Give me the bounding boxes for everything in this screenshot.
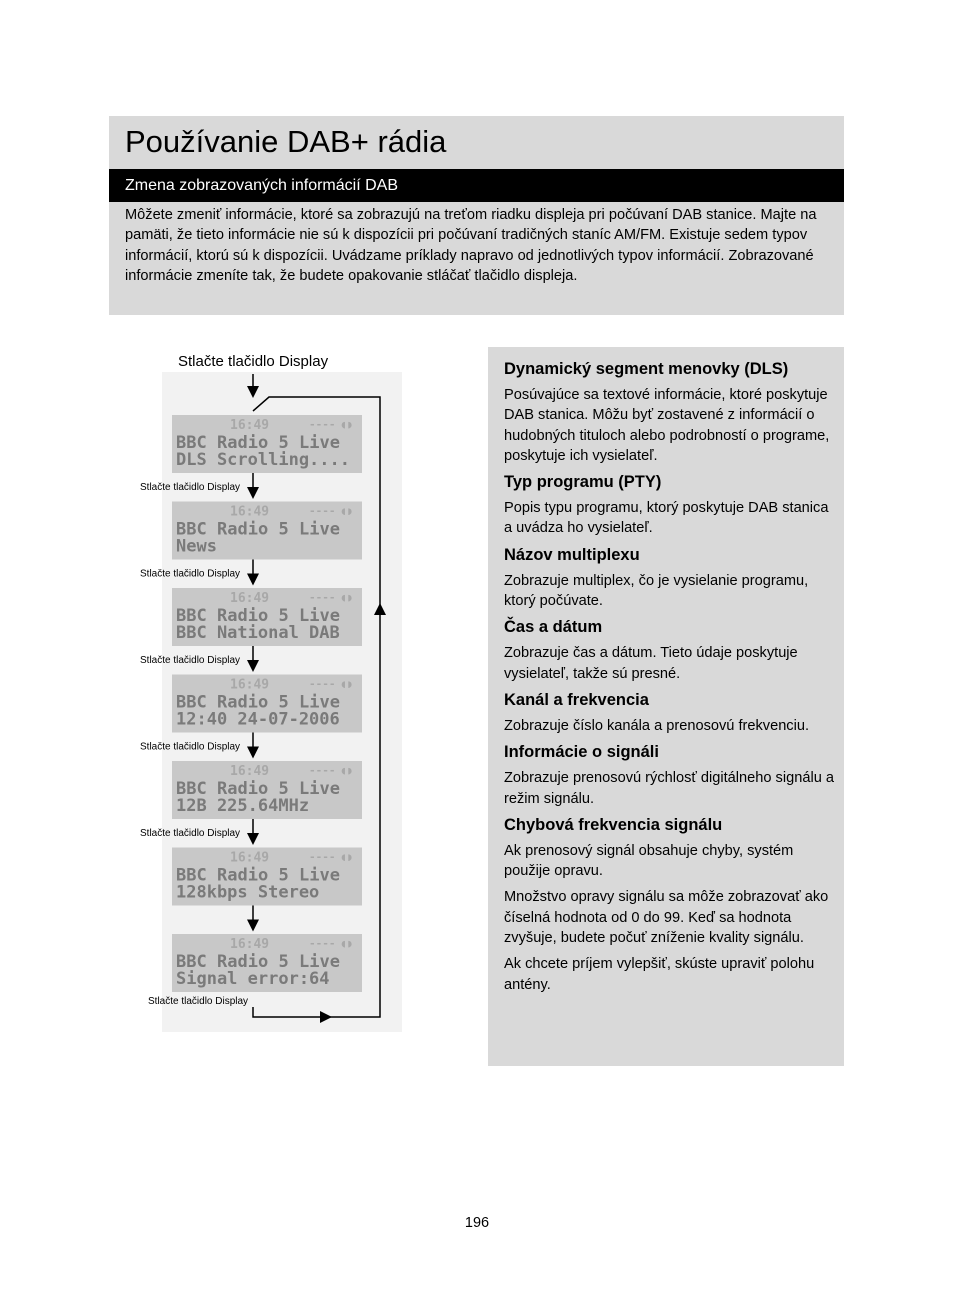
signal-icon: ◖◗	[340, 764, 354, 777]
signal-icon: ◖◗	[340, 504, 354, 518]
subtitle-bar	[109, 169, 844, 202]
info-sections	[504, 359, 834, 1001]
lcd-time: 16:49	[230, 850, 270, 866]
section-text: Zobrazuje čas a dátum. Tieto údaje poskytuje vysielateľ, takže sú presné.	[504, 645, 798, 682]
signal-icon: ◖◗	[340, 937, 354, 950]
section-heading: Kanál a frekvencia	[504, 690, 649, 709]
page-number: 196	[464, 1215, 490, 1231]
section-text: Zobrazuje číslo kanála a prenosovú frekvenciu.	[504, 717, 810, 734]
lcd-signal: ----	[309, 850, 336, 864]
subtitle: Zmena zobrazovaných informácií DAB	[125, 177, 398, 194]
lcd-time: 16:49	[230, 764, 270, 779]
lcd-line-2: 128kbps Stereo	[176, 882, 320, 903]
section-heading: Chybová frekvencia signálu	[504, 815, 723, 834]
section-text: Ak chcete príjem vylepšiť, skúste upraviť polohu antény.	[504, 956, 815, 993]
section-text: Zobrazuje multiplex, čo je vysielanie programu, ktorý počúvate.	[504, 572, 809, 610]
lcd-time: 16:49	[230, 504, 270, 520]
lcd-line-1: BBC Radio 5 Live	[176, 865, 340, 886]
lcd-signal: ----	[309, 937, 336, 950]
lcd-time: 16:49	[230, 418, 270, 433]
step-instruction-label: Stlačte tlačidlo Display	[140, 655, 241, 666]
lcd-signal: ----	[309, 677, 336, 691]
section-text: Posúvajúce sa textové informácie, ktoré poskytuje DAB stanica. Môžu byť zostavené z informácií o hudobných tituloch alebo podrobností o programe, poskytuje ich vysielateľ.	[504, 387, 830, 464]
section-heading: Informácie o signáli	[504, 743, 659, 762]
lcd-signal: ----	[309, 764, 336, 777]
page-title: Používanie DAB+ rádia	[125, 124, 447, 159]
section-text: Popis typu programu, ktorý poskytuje DAB stanica a uvádza ho vysielateľ.	[504, 500, 829, 537]
section-text: Ak prenosový signál obsahuje chyby, systém použije opravu.	[504, 842, 794, 880]
step-instruction-label: Stlačte tlačidlo Display	[140, 828, 241, 839]
section-heading: Dynamický segment menovky (DLS)	[504, 360, 789, 378]
info-panel	[488, 347, 844, 1066]
step-instruction-label: Stlačte tlačidlo Display	[140, 482, 241, 493]
lcd-line-1: BBC Radio 5 Live	[176, 952, 340, 972]
lcd-signal: ----	[309, 504, 336, 518]
lcd-time: 16:49	[230, 591, 270, 606]
step-instruction-label: Stlačte tlačidlo Display	[140, 741, 241, 753]
diagram-svg	[130, 340, 430, 1040]
lcd-line-1: BBC Radio 5 Live	[176, 779, 340, 799]
signal-icon: ◖◗	[340, 850, 354, 864]
lcd-line-2: 12:40 24-07-2006	[176, 709, 340, 730]
section-heading: Názov multiplexu	[504, 545, 640, 564]
lcd-time: 16:49	[230, 937, 270, 952]
lcd-line-1: BBC Radio 5 Live	[176, 606, 340, 626]
lcd-line-2: 12B 225.64MHz	[176, 796, 310, 816]
signal-icon: ◖◗	[340, 418, 354, 431]
section-text: Množstvo opravy signálu sa môže zobrazovať ako číselná hodnota od 0 do 99. Keď sa hodnota zvyšuje, budete počuť zníženie kvality signálu.	[504, 889, 829, 947]
section-heading: Čas a dátum	[504, 618, 603, 637]
lcd-line-2: BBC National DAB	[176, 623, 340, 643]
display-cycle-diagram	[130, 340, 430, 1040]
lcd-line-2: News	[176, 536, 217, 557]
lcd-line-1: BBC Radio 5 Live	[176, 692, 340, 713]
section-heading: Typ programu (PTY)	[504, 473, 662, 492]
signal-icon: ◖◗	[340, 591, 354, 604]
step-instruction-label: Stlačte tlačidlo Display	[148, 996, 249, 1007]
signal-icon: ◖◗	[340, 677, 354, 691]
lcd-line-2: Signal error:64	[176, 969, 330, 989]
top-instruction-label: Stlačte tlačidlo Display	[178, 353, 329, 370]
lcd-signal: ----	[309, 591, 336, 604]
lcd-line-2: DLS Scrolling....	[176, 450, 350, 470]
header-section	[109, 116, 844, 315]
step-instruction-label: Stlačte tlačidlo Display	[140, 568, 241, 580]
lcd-time: 16:49	[230, 677, 270, 693]
section-text: Zobrazuje prenosovú rýchlosť digitálneho signálu a režim signálu.	[504, 770, 834, 807]
lcd-signal: ----	[309, 418, 336, 431]
lcd-line-1: BBC Radio 5 Live	[176, 519, 340, 540]
lcd-line-1: BBC Radio 5 Live	[176, 433, 340, 453]
intro-text: Môžete zmeniť informácie, ktoré sa zobrazujú na treťom riadku displeja pri počúvaní DAB stanice. Majte na pamäti, že tieto informácie nie sú k dispozícii pri počúvaní tradičných staníc AM/FM. Existuje sedem typov informácií, ktorú sú k dispozícii. Uvádzame príklady napravo od jednotlivých typov informácií. Zobrazované informácie zmeníte tak, že budete opakovanie stláčať tlačidlo displeja.	[125, 207, 817, 284]
